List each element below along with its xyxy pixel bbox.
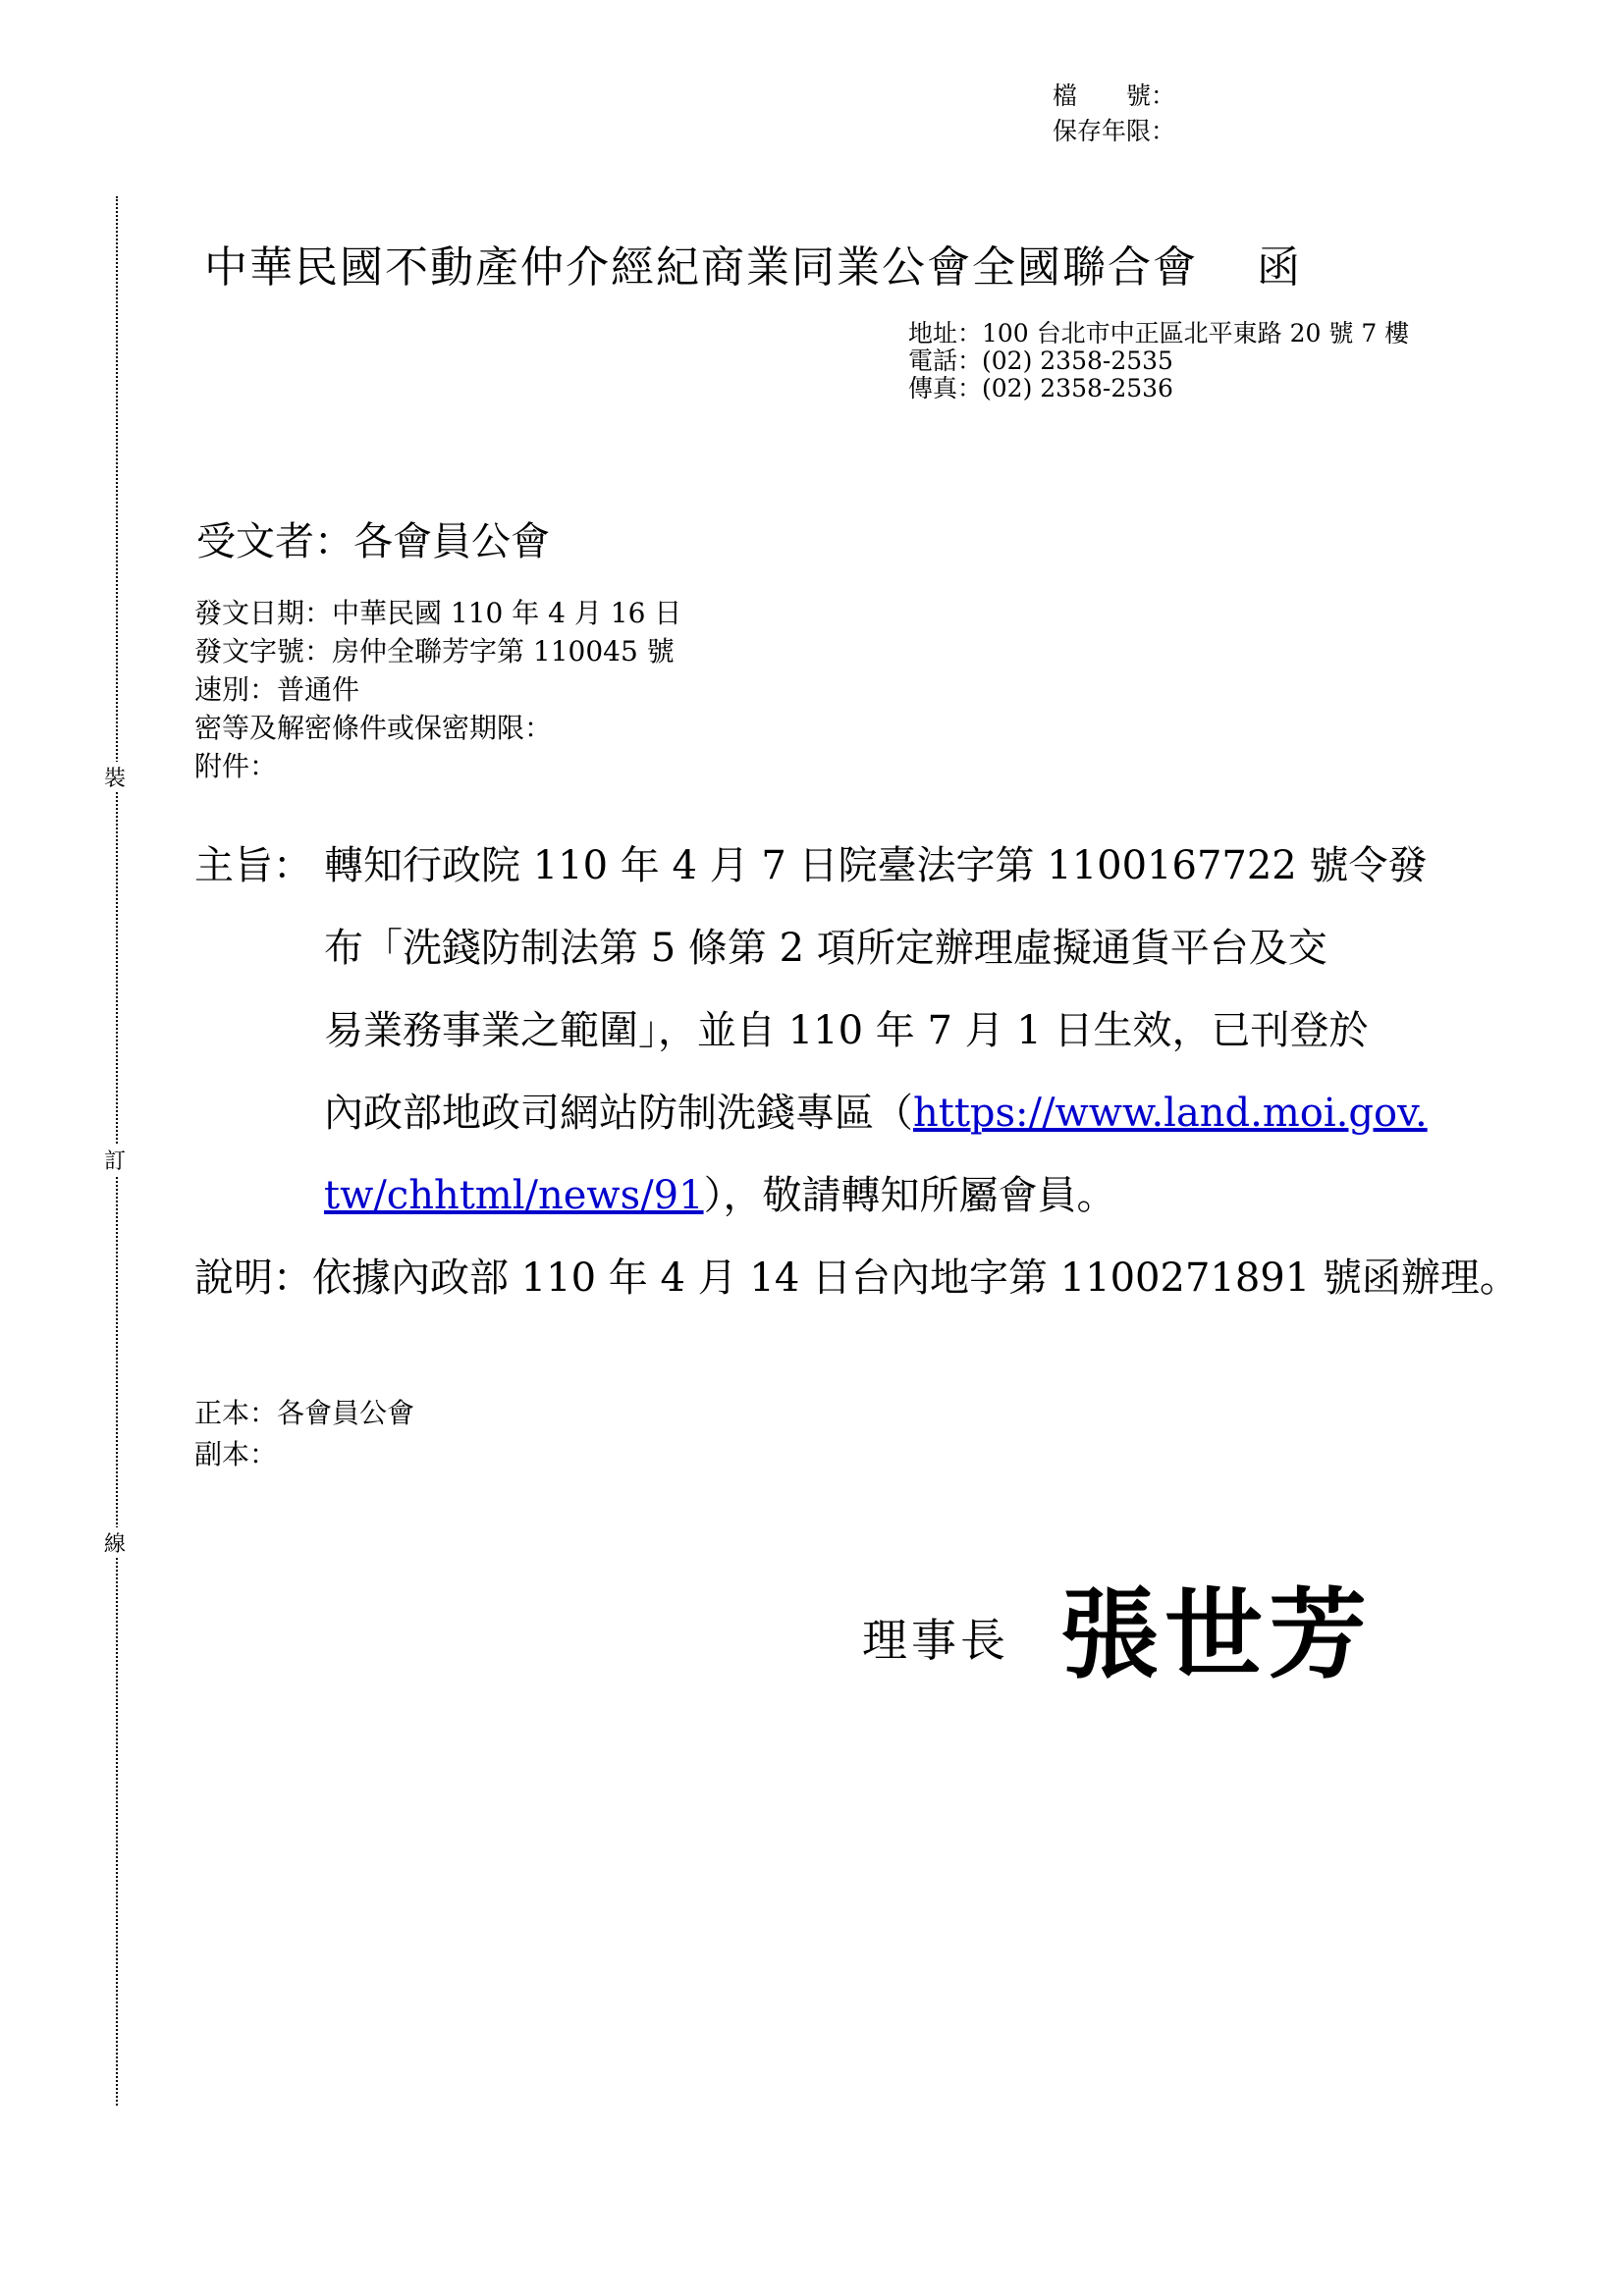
phone: 電話：(02) 2358-2535 <box>908 347 1173 375</box>
binding-mark: 線 <box>104 1527 126 1558</box>
subject-line: 轉知行政院 110 年 4 月 7 日院臺法字第 1100167722 號令發 <box>324 843 1428 888</box>
subject-line: 布「洗錢防制法第 5 條第 2 項所定辦理虛擬通貨平台及交 <box>324 926 1327 971</box>
recipient: 受文者：各會員公會 <box>196 519 550 564</box>
subject-text: 內政部地政司網站防制洗錢專區（ <box>324 1091 913 1136</box>
subject-text: ），敬請轉知所屬會員。 <box>703 1173 1116 1218</box>
subject-line <box>324 1164 1116 1220</box>
delivery-speed: 速別：普通件 <box>194 673 360 706</box>
organization-name: 中華民國不動產仲介經紀商業同業公會全國聯合會 <box>204 242 1198 293</box>
original-distribution: 正本：各會員公會 <box>194 1397 415 1429</box>
retention-label: 保存年限： <box>1053 117 1176 145</box>
reference-number: 發文字號：房仲全聯芳字第 110045 號 <box>194 635 675 667</box>
secrecy-level: 密等及解密條件或保密期限： <box>194 712 553 744</box>
subject-line: 易業務事業之範圍」，並自 110 年 7 月 1 日生效，已刊登於 <box>324 1008 1369 1053</box>
document-type: 函 <box>1257 242 1302 293</box>
address: 地址：100 台北市中正區北平東路 20 號 7 樓 <box>908 319 1410 347</box>
fax: 傳真：(02) 2358-2536 <box>908 374 1173 402</box>
binding-mark: 訂 <box>104 1145 126 1175</box>
website-link[interactable]: https://www.land.moi.gov. <box>913 1091 1428 1136</box>
file-number-label: 檔 號： <box>1053 81 1176 110</box>
explanation <box>194 1247 1519 1303</box>
copy-distribution: 副本： <box>194 1438 278 1470</box>
subject-label: 主旨： <box>194 843 312 888</box>
issue-date: 發文日期：中華民國 110 年 4 月 16 日 <box>194 597 682 629</box>
website-link[interactable]: tw/chhtml/news/91 <box>324 1173 704 1218</box>
explanation-label: 說明： <box>194 1255 312 1301</box>
explanation-text: 依據內政部 110 年 4 月 14 日台內地字第 1100271891 號函辦理。 <box>312 1255 1519 1301</box>
signature-title: 理事長 <box>862 1614 1009 1667</box>
subject-line <box>324 1082 1428 1138</box>
signature-name: 張世芳 <box>1060 1576 1373 1692</box>
document-title <box>204 232 1302 294</box>
binding-mark: 裝 <box>104 762 126 792</box>
attachments: 附件： <box>194 750 278 782</box>
